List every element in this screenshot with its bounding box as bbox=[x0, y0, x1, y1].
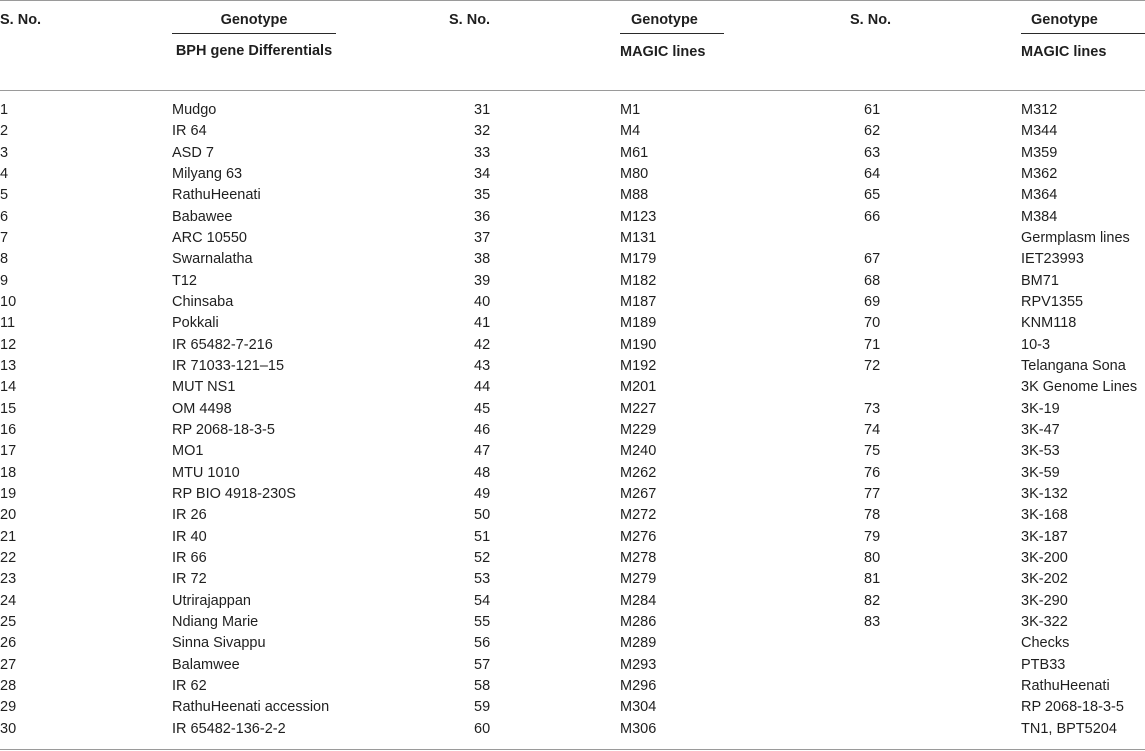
cell-sno-3: 65 bbox=[864, 187, 881, 204]
cell-sno-2: 48 bbox=[474, 464, 491, 481]
cell-sno-2: 47 bbox=[474, 443, 491, 460]
cell-sno-2: 40 bbox=[474, 293, 491, 310]
cell-genotype-2: M201 bbox=[620, 379, 657, 396]
cell-genotype-2: M182 bbox=[620, 272, 657, 289]
cell-sno-2: 56 bbox=[474, 635, 491, 652]
cell-genotype-1: IR 26 bbox=[172, 507, 207, 524]
cell-sno-1: 7 bbox=[0, 229, 9, 246]
cell-sno-1: 12 bbox=[0, 336, 17, 353]
cell-sno-1: 9 bbox=[0, 272, 9, 289]
cell-genotype-2: M276 bbox=[620, 528, 657, 545]
cell-genotype-1: IR 71033-121–15 bbox=[172, 357, 285, 374]
cell-genotype-2: M4 bbox=[620, 123, 641, 140]
cell-genotype-2: M123 bbox=[620, 208, 657, 225]
cell-genotype-2: M131 bbox=[620, 229, 657, 246]
cell-sno-2: 36 bbox=[474, 208, 491, 225]
cell-sno-1: 4 bbox=[0, 165, 9, 182]
header-sub-3: MAGIC lines bbox=[1021, 44, 1107, 60]
cell-genotype-1: IR 40 bbox=[172, 528, 207, 545]
cell-genotype-2: M227 bbox=[620, 400, 657, 417]
cell-genotype-2: M240 bbox=[620, 443, 657, 460]
cell-sno-2: 49 bbox=[474, 485, 491, 502]
header-sub-2: MAGIC lines bbox=[620, 44, 706, 60]
cell-sno-3: 72 bbox=[864, 357, 881, 374]
cell-genotype-3: Checks bbox=[1021, 635, 1070, 652]
cell-sno-1: 2 bbox=[0, 123, 9, 140]
cell-sno-1: 27 bbox=[0, 656, 17, 673]
cell-sno-3: 66 bbox=[864, 208, 881, 225]
cell-genotype-3: PTB33 bbox=[1021, 656, 1066, 673]
cell-genotype-3: M359 bbox=[1021, 144, 1058, 161]
cell-sno-2: 59 bbox=[474, 699, 491, 716]
cell-sno-1: 18 bbox=[0, 464, 17, 481]
cell-sno-2: 45 bbox=[474, 400, 491, 417]
cell-genotype-2: M262 bbox=[620, 464, 657, 481]
cell-genotype-3: IET23993 bbox=[1021, 251, 1084, 268]
cell-sno-3: 70 bbox=[864, 315, 881, 332]
cell-sno-1: 30 bbox=[0, 720, 17, 737]
cell-sno-2: 51 bbox=[474, 528, 491, 545]
header-genotype-3: Genotype bbox=[1031, 12, 1098, 28]
cell-genotype-2: M190 bbox=[620, 336, 657, 353]
cell-sno-1: 6 bbox=[0, 208, 9, 225]
cell-sno-2: 60 bbox=[474, 720, 491, 737]
cell-sno-2: 50 bbox=[474, 507, 491, 524]
cell-sno-2: 55 bbox=[474, 613, 491, 630]
cell-sno-1: 25 bbox=[0, 613, 17, 630]
cell-genotype-1: Ndiang Marie bbox=[172, 613, 259, 630]
cell-sno-2: 52 bbox=[474, 549, 491, 566]
cell-sno-3: 78 bbox=[864, 507, 881, 524]
cell-genotype-1: Babawee bbox=[172, 208, 233, 225]
cell-genotype-1: Pokkali bbox=[172, 315, 219, 332]
cell-sno-2: 35 bbox=[474, 187, 491, 204]
cell-sno-3: 79 bbox=[864, 528, 881, 545]
cell-genotype-2: M80 bbox=[620, 165, 649, 182]
cell-sno-3: 82 bbox=[864, 592, 881, 609]
cell-sno-1: 5 bbox=[0, 187, 9, 204]
cell-genotype-2: M1 bbox=[620, 102, 641, 118]
cell-sno-1: 10 bbox=[0, 293, 17, 310]
cell-genotype-1: RathuHeenati accession bbox=[172, 699, 330, 716]
cell-genotype-1: IR 64 bbox=[172, 123, 207, 140]
cell-sno-2: 41 bbox=[474, 315, 491, 332]
cell-genotype-1: MTU 1010 bbox=[172, 464, 240, 481]
cell-sno-1: 24 bbox=[0, 592, 17, 609]
cell-sno-2: 31 bbox=[474, 102, 491, 118]
cell-sno-3: 69 bbox=[864, 293, 881, 310]
cell-genotype-2: M61 bbox=[620, 144, 649, 161]
cell-sno-1: 23 bbox=[0, 571, 17, 588]
cell-genotype-3: M312 bbox=[1021, 102, 1058, 118]
cell-sno-3: 81 bbox=[864, 571, 881, 588]
cell-sno-3: 77 bbox=[864, 485, 881, 502]
cell-sno-1: 17 bbox=[0, 443, 17, 460]
cell-genotype-2: M88 bbox=[620, 187, 649, 204]
cell-sno-2: 53 bbox=[474, 571, 491, 588]
cell-sno-1: 26 bbox=[0, 635, 17, 652]
cell-genotype-1: IR 65482-136-2-2 bbox=[172, 720, 286, 737]
cell-genotype-2: M306 bbox=[620, 720, 657, 737]
header-genotype-1: Genotype bbox=[220, 12, 288, 28]
cell-sno-2: 54 bbox=[474, 592, 491, 609]
cell-sno-3: 75 bbox=[864, 443, 881, 460]
cell-genotype-1: ARC 10550 bbox=[172, 229, 247, 246]
header-sub-1: BPH gene Differentials bbox=[175, 43, 333, 59]
cell-sno-1: 21 bbox=[0, 528, 17, 545]
cell-genotype-3: 3K-200 bbox=[1021, 549, 1068, 566]
cell-genotype-1: IR 72 bbox=[172, 571, 207, 588]
cell-sno-3: 63 bbox=[864, 144, 881, 161]
cell-genotype-3: M384 bbox=[1021, 208, 1058, 225]
cell-genotype-3: 10-3 bbox=[1021, 336, 1051, 353]
cell-genotype-2: M286 bbox=[620, 613, 657, 630]
cell-genotype-1: OM 4498 bbox=[172, 400, 232, 417]
cell-sno-3: 73 bbox=[864, 400, 881, 417]
cell-sno-2: 58 bbox=[474, 677, 491, 694]
cell-sno-1: 16 bbox=[0, 421, 17, 438]
cell-sno-1: 11 bbox=[0, 315, 16, 332]
cell-genotype-3: 3K-53 bbox=[1021, 443, 1060, 460]
cell-genotype-2: M289 bbox=[620, 635, 657, 652]
cell-sno-3: 64 bbox=[864, 165, 881, 182]
cell-genotype-3: 3K-19 bbox=[1021, 400, 1060, 417]
cell-sno-1: 3 bbox=[0, 144, 9, 161]
cell-sno-3: 76 bbox=[864, 464, 881, 481]
cell-genotype-3: 3K-290 bbox=[1021, 592, 1068, 609]
cell-sno-3: 62 bbox=[864, 123, 881, 140]
cell-genotype-1: Utrirajappan bbox=[172, 592, 251, 609]
cell-sno-2: 34 bbox=[474, 165, 491, 182]
header-underline-3 bbox=[1021, 33, 1145, 34]
cell-genotype-2: M192 bbox=[620, 357, 657, 374]
cell-genotype-1: Mudgo bbox=[172, 102, 217, 118]
cell-genotype-3: BM71 bbox=[1021, 272, 1059, 289]
cell-sno-2: 57 bbox=[474, 656, 491, 673]
table-bottom-rule bbox=[0, 749, 1145, 750]
cell-genotype-3: M344 bbox=[1021, 123, 1058, 140]
cell-genotype-2: M272 bbox=[620, 507, 657, 524]
cell-genotype-2: M304 bbox=[620, 699, 657, 716]
cell-sno-1: 19 bbox=[0, 485, 17, 502]
header-genotype-2: Genotype bbox=[631, 12, 698, 28]
cell-sno-1: 13 bbox=[0, 357, 17, 374]
cell-genotype-3: Germplasm lines bbox=[1021, 229, 1130, 246]
cell-genotype-3: 3K-47 bbox=[1021, 421, 1060, 438]
cell-genotype-3: 3K-202 bbox=[1021, 571, 1068, 588]
cell-genotype-2: M179 bbox=[620, 251, 657, 268]
cell-sno-2: 43 bbox=[474, 357, 491, 374]
cell-genotype-3: Telangana Sona bbox=[1021, 357, 1126, 374]
cell-sno-1: 8 bbox=[0, 251, 9, 268]
cell-genotype-3: 3K-132 bbox=[1021, 485, 1068, 502]
header-rule bbox=[0, 90, 1145, 91]
cell-genotype-1: ASD 7 bbox=[172, 144, 214, 161]
cell-genotype-3: 3K-59 bbox=[1021, 464, 1060, 481]
cell-sno-1: 1 bbox=[0, 102, 9, 118]
cell-genotype-3: RathuHeenati bbox=[1021, 677, 1110, 694]
cell-genotype-1: Chinsaba bbox=[172, 293, 234, 310]
cell-genotype-2: M293 bbox=[620, 656, 657, 673]
cell-genotype-1: T12 bbox=[172, 272, 197, 289]
cell-sno-3: 83 bbox=[864, 613, 881, 630]
cell-genotype-3: KNM118 bbox=[1021, 315, 1077, 332]
cell-genotype-1: IR 66 bbox=[172, 549, 207, 566]
cell-genotype-2: M279 bbox=[620, 571, 657, 588]
cell-sno-2: 32 bbox=[474, 123, 491, 140]
cell-sno-2: 39 bbox=[474, 272, 491, 289]
cell-sno-3: 80 bbox=[864, 549, 881, 566]
cell-genotype-1: Swarnalatha bbox=[172, 251, 253, 268]
cell-genotype-3: M364 bbox=[1021, 187, 1058, 204]
cell-sno-2: 46 bbox=[474, 421, 491, 438]
cell-genotype-1: Milyang 63 bbox=[172, 165, 243, 182]
cell-genotype-3: 3K-322 bbox=[1021, 613, 1068, 630]
cell-sno-2: 38 bbox=[474, 251, 491, 268]
header-sno-3: S. No. bbox=[850, 12, 892, 28]
cell-genotype-1: IR 62 bbox=[172, 677, 207, 694]
cell-genotype-3: RP 2068-18-3-5 bbox=[1021, 699, 1124, 716]
cell-genotype-2: M187 bbox=[620, 293, 657, 310]
cell-sno-2: 33 bbox=[474, 144, 491, 161]
cell-sno-3: 71 bbox=[864, 336, 881, 353]
cell-genotype-2: M278 bbox=[620, 549, 657, 566]
cell-genotype-2: M267 bbox=[620, 485, 657, 502]
cell-genotype-1: RP BIO 4918-230S bbox=[172, 485, 296, 502]
cell-genotype-1: RP 2068-18-3-5 bbox=[172, 421, 275, 438]
cell-genotype-1: IR 65482-7-216 bbox=[172, 336, 273, 353]
cell-sno-1: 28 bbox=[0, 677, 17, 694]
cell-sno-1: 14 bbox=[0, 379, 17, 396]
cell-sno-1: 22 bbox=[0, 549, 17, 566]
cell-genotype-1: Sinna Sivappu bbox=[172, 635, 266, 652]
cell-sno-2: 42 bbox=[474, 336, 491, 353]
cell-genotype-3: 3K Genome Lines bbox=[1021, 379, 1138, 396]
cell-genotype-3: 3K-168 bbox=[1021, 507, 1068, 524]
cell-sno-1: 29 bbox=[0, 699, 17, 716]
header-sno-2: S. No. bbox=[449, 12, 491, 28]
cell-genotype-3: 3K-187 bbox=[1021, 528, 1068, 545]
cell-genotype-1: MUT NS1 bbox=[172, 379, 236, 396]
cell-genotype-2: M189 bbox=[620, 315, 657, 332]
cell-sno-3: 67 bbox=[864, 251, 881, 268]
header-sno-1: S. No. bbox=[0, 12, 42, 28]
cell-sno-2: 37 bbox=[474, 229, 491, 246]
cell-genotype-2: M284 bbox=[620, 592, 657, 609]
header-underline-2 bbox=[620, 33, 724, 34]
cell-genotype-1: Balamwee bbox=[172, 656, 240, 673]
table-top-rule bbox=[0, 0, 1145, 1]
cell-genotype-3: M362 bbox=[1021, 165, 1058, 182]
cell-genotype-1: RathuHeenati bbox=[172, 187, 261, 204]
cell-sno-3: 74 bbox=[864, 421, 881, 438]
header-underline-1 bbox=[172, 33, 336, 34]
cell-sno-1: 20 bbox=[0, 507, 17, 524]
cell-genotype-1: MO1 bbox=[172, 443, 204, 460]
cell-sno-3: 61 bbox=[864, 102, 881, 118]
cell-sno-3: 68 bbox=[864, 272, 881, 289]
cell-genotype-2: M296 bbox=[620, 677, 657, 694]
cell-genotype-3: RPV1355 bbox=[1021, 293, 1084, 310]
cell-sno-1: 15 bbox=[0, 400, 17, 417]
cell-genotype-3: TN1, BPT5204 bbox=[1021, 720, 1117, 737]
cell-sno-2: 44 bbox=[474, 379, 491, 396]
cell-genotype-2: M229 bbox=[620, 421, 657, 438]
